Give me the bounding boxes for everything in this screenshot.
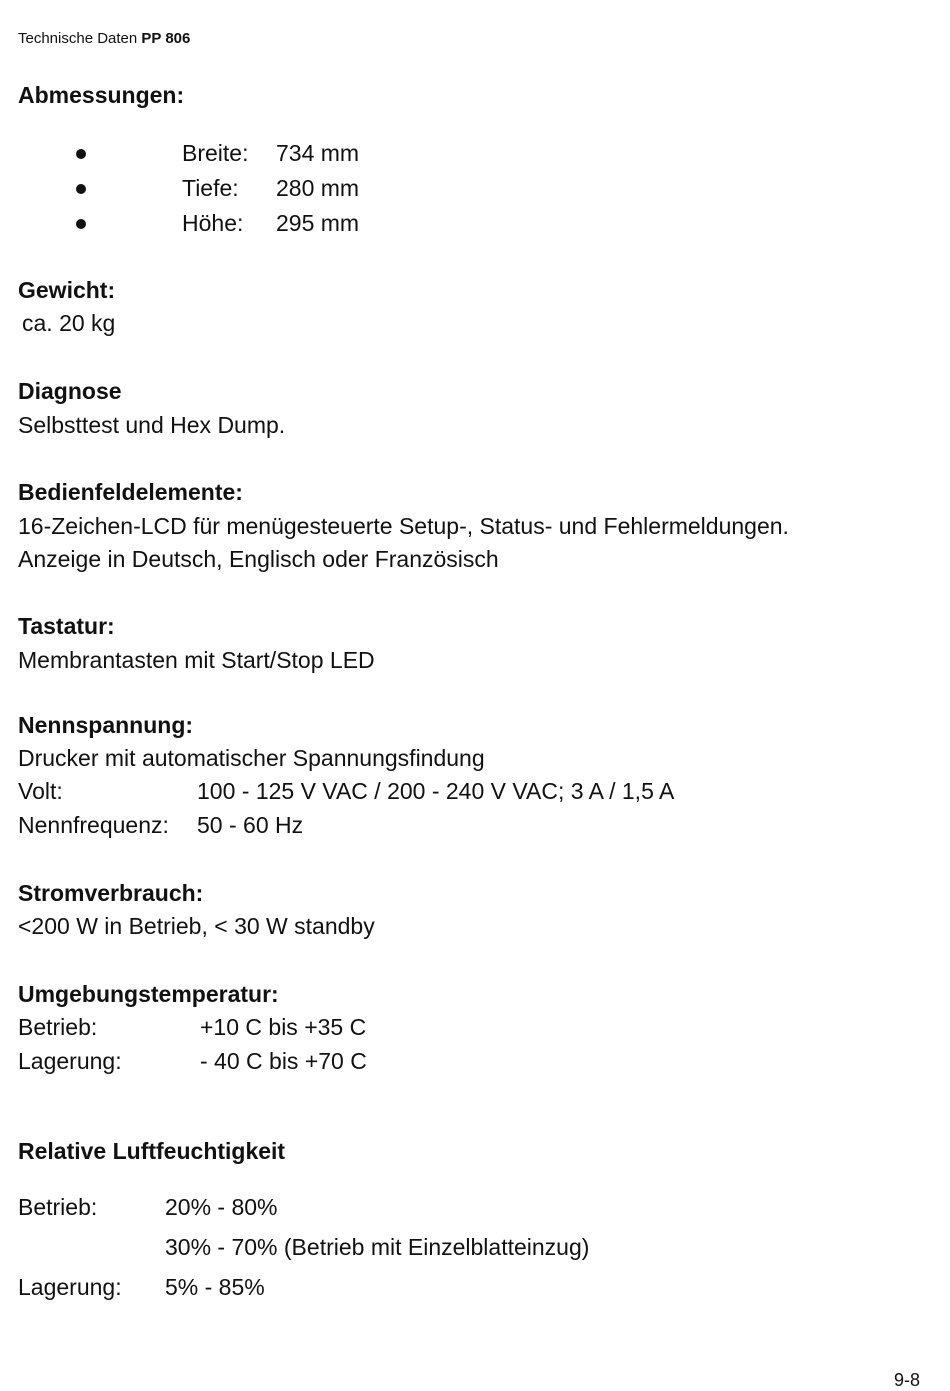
- panel-line-1: 16-Zeichen-LCD für menügesteuerte Setup-, Status- und Fehlermeldungen.: [18, 513, 789, 539]
- diagnosis-text: Selbsttest und Hex Dump.: [18, 412, 286, 438]
- dimension-value-height: 295 mm: [276, 210, 360, 236]
- dimension-label-depth: Tiefe:: [182, 175, 239, 201]
- keyboard-heading: Tastatur:: [18, 613, 115, 639]
- frequency-label: Nennfrequenz:: [18, 812, 169, 838]
- bullet-icon: [76, 149, 86, 159]
- power-heading: Stromverbrauch:: [18, 880, 204, 906]
- temperature-storage-value: - 40 C bis +70 C: [200, 1048, 367, 1074]
- temperature-operation-value: +10 C bis +35 C: [200, 1014, 367, 1040]
- power-text: <200 W in Betrieb, < 30 W standby: [18, 913, 375, 939]
- diagnosis-heading: Diagnose: [18, 378, 122, 404]
- temperature-operation-label: Betrieb:: [18, 1014, 98, 1040]
- voltage-heading: Nennspannung:: [18, 712, 194, 738]
- panel-heading: Bedienfeldelemente:: [18, 479, 243, 505]
- dimension-label-width: Breite:: [182, 140, 249, 166]
- temperature-storage-label: Lagerung:: [18, 1048, 122, 1074]
- bullet-icon: [76, 184, 86, 194]
- humidity-operation-value: 20% - 80%: [165, 1194, 278, 1220]
- header-model: PP 806: [141, 30, 191, 47]
- keyboard-text: Membrantasten mit Start/Stop LED: [18, 647, 375, 673]
- temperature-heading: Umgebungstemperatur:: [18, 981, 279, 1007]
- volt-value: 100 - 125 V VAC / 200 - 240 V VAC; 3 A / 1,5 A: [197, 778, 675, 804]
- humidity-storage-label: Lagerung:: [18, 1274, 122, 1300]
- dimension-value-width: 734 mm: [276, 140, 360, 166]
- page-number: 9-8: [893, 1370, 920, 1390]
- weight-value: ca. 20 kg: [22, 310, 116, 336]
- bullet-icon: [76, 219, 86, 229]
- humidity-storage-value: 5% - 85%: [165, 1274, 265, 1300]
- frequency-value: 50 - 60 Hz: [197, 812, 304, 838]
- header-prefix: Technische Daten: [18, 30, 138, 47]
- dimension-label-height: Höhe:: [182, 210, 244, 236]
- voltage-text: Drucker mit automatischer Spannungsfindung: [18, 745, 485, 771]
- volt-label: Volt:: [18, 778, 63, 804]
- dimension-value-depth: 280 mm: [276, 175, 360, 201]
- weight-heading: Gewicht:: [18, 277, 116, 303]
- page-header: [18, 30, 190, 47]
- humidity-heading: Relative Luftfeuchtigkeit: [18, 1138, 286, 1164]
- panel-line-2: Anzeige in Deutsch, Englisch oder Französisch: [18, 546, 499, 572]
- humidity-operation-label: Betrieb:: [18, 1194, 98, 1220]
- humidity-operation-value-sheetfeed: 30% - 70% (Betrieb mit Einzelblatteinzug): [165, 1234, 590, 1260]
- dimensions-heading: Abmessungen:: [18, 82, 185, 108]
